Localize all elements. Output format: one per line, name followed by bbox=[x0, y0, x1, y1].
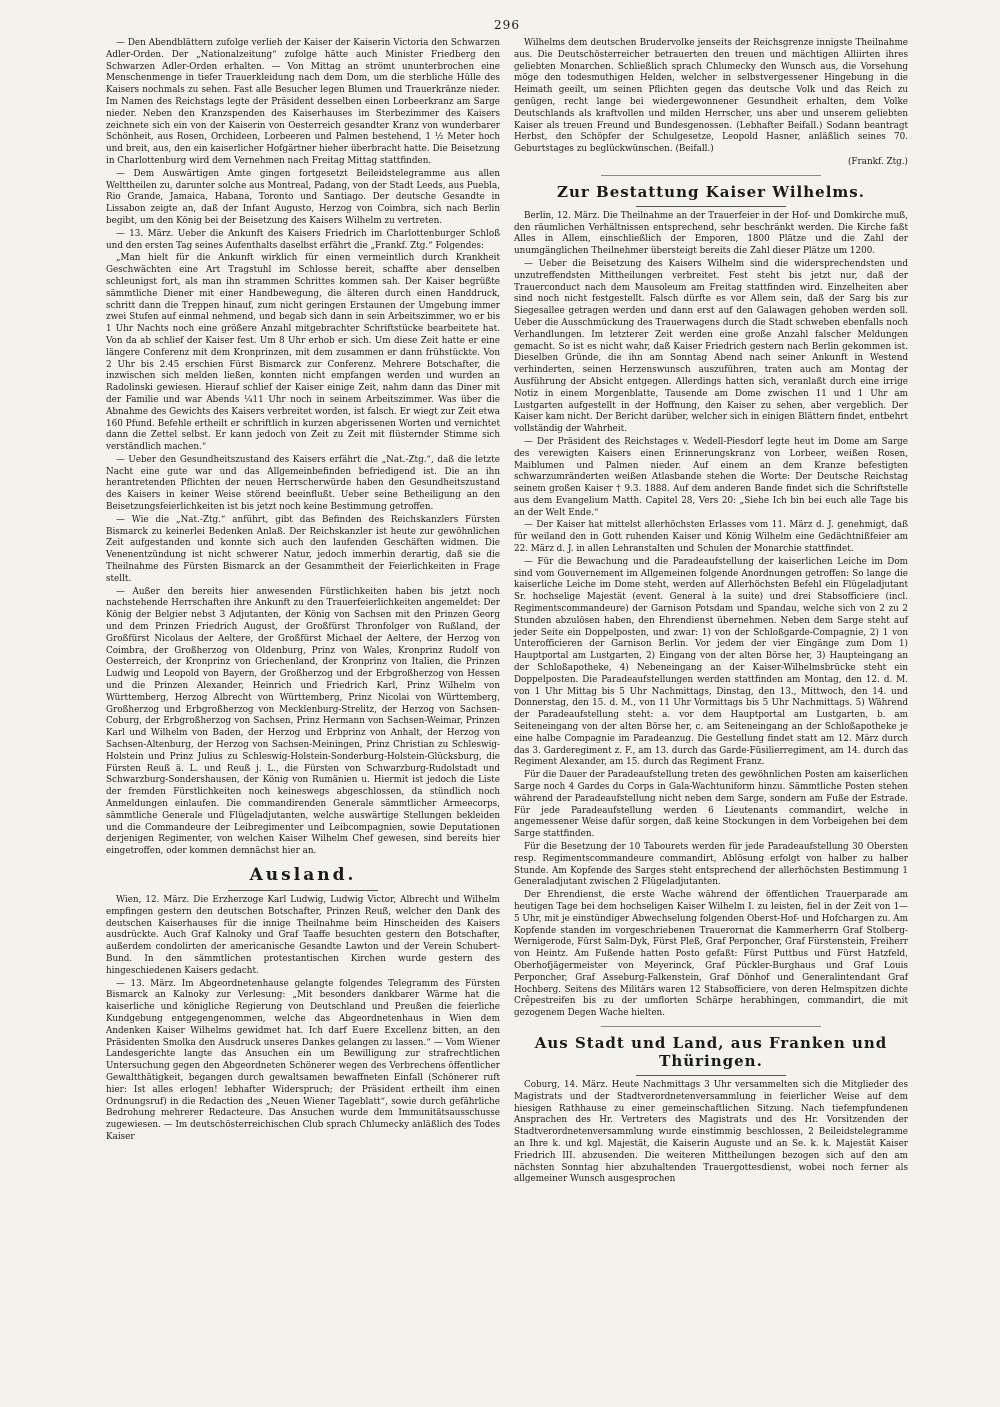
article-paragraph: — Der Kaiser hat mittelst allerhöchsten Erlasses vom 11. März d. J. genehmigt, daß für weiland den in Gott ruhenden Kaiser und König Wilhelm eine Gedächtnißfeier am 22. März d. J. in allen Lehranstalten und Schulen der Monarchie stattfindet. bbox=[514, 520, 908, 555]
source-attribution: (Frankf. Ztg.) bbox=[847, 156, 908, 167]
left-top-articles bbox=[106, 38, 500, 858]
article-paragraph: Coburg, 14. März. Heute Nachmittags 3 Uhr versammelten sich die Mitglieder des Magistrats und der Stadtverordnetenversammlung in feierlicher Weise auf dem hiesigen Rathhause zu einer gemeinschaftlichen Sitzung. Nach tiefempfundenen Ansprachen des Hr. Vertreters des Magistrats und des Hr. Vorsitzenden der Stadtverordnetenversammlung wurde einstimmig beschlossen, 2 Beileidstelegramme an Ihre k. und kgl. Majestät, die Kaiserin Auguste und an Se. k. k. Majestät Kaiser Friedrich III. abzusenden. Die weiteren Mittheilungen bezogen sich auf den am nächsten Sonntag hier abzuhaltenden Trauergottesdienst, wobei noch ferner als allgemeiner Wunsch ausgesprochen bbox=[514, 1079, 908, 1185]
article-paragraph: — Ueber die Beisetzung des Kaisers Wilhelm sind die widersprechendsten und unzutreffendsten Mittheilungen verbreitet. Fest steht bis jetzt nur, daß der Trauerconduct nach dem Mausoleum am Freitag stattfinden wird. Einzelheiten aber sind noch nicht festgestellt. Falsch dürfte es vor Allem sein, daß der Sarg bis zur Siegesallee getragen werden und dann erst auf den Galawagen gehoben werden soll. Ueber die Ausschmückung des Trauerwagens durch die Stadt schweben ebenfalls noch Verhandlungen. Im letzterer Zeit werden eine große Anzahl falscher Meldungen gemacht. So ist es nicht wahr, daß Kaiser Friedrich gestern nach Berlin gekommen ist. Dieselben Gründe, die ihn am Sonntag Abend nach seiner Ankunft in Westend verhinderten, seinen Herzenswunsch auszuführen, traten auch am Montag der Ausführung der Absicht entgegen. Allerdings hatten sich, veranlaßt durch eine irrige Notiz in einem Morgenblatte, Tausende am Dome zwischen 11 und 1 Uhr am Lustgarten aufgestellt in der Hoffnung, den Kaiser zu sehen, aber vergeblich. Der Kaiser kam nicht. Der Bericht darüber, welcher sich in einigen Blättern findet, entbehrt vollständig der Wahrheit. bbox=[514, 258, 908, 435]
article-paragraph: Für die Besetzung der 10 Tabourets werden für jede Paradeaufstellung 30 Obersten resp. Regimentscommandeure commandirt, Ablösung erfolgt von halber zu halber Stunde. Am Kopfende des Sarges steht entsprechend der allerhöchsten Bestimmung 1 Generaladjutant zwischen 2 Flügeladjutanten. bbox=[514, 842, 908, 888]
section-heading-ausland: Ausland. bbox=[249, 864, 357, 885]
right-column bbox=[514, 38, 908, 1187]
heading-rule bbox=[636, 1075, 786, 1076]
section-heading-franken: Aus Stadt und Land, aus Franken und Thüringen. bbox=[534, 1033, 888, 1070]
section-divider bbox=[601, 1026, 822, 1027]
left-column bbox=[106, 38, 500, 1187]
heading-rule bbox=[228, 890, 378, 891]
article-paragraph: — Der Präsident des Reichstages v. Wedell-Piesdorf legte heut im Dome am Sarge des verewigten Kaisers einen Erinnerungskranz von Lorbeer, weißen Rosen, Maiblumen und Palmen nieder. Auf einem an dem Kranze befestigten schwarzumränderten weißen Atlasbande stehen die Worte: Der Deutsche Reichstag seinem großen Kaiser † 9.3. 1888. Auf dem anderen Bande findet sich die Schriftstelle aus dem Evangelium Matth. Capitel 28, Vers 20: „Siehe Ich bin bei euch alle Tage bis an der Welt Ende.“ bbox=[514, 436, 908, 518]
section-divider bbox=[601, 175, 822, 176]
article-paragraph: Berlin, 12. März. Die Theilnahme an der Trauerfeier in der Hof- und Domkirche muß, den räumlichen Verhältnissen entsprechend, sehr beschränkt werden. Die Kirche faßt Alles in Allem, einschließlich der Emporen, 1800 Plätze und die Zahl der unumgänglichen Theilnehmer übersteigt bereits die Zahl dieser Plätze um 1200. bbox=[514, 210, 908, 257]
article-paragraph: Für die Dauer der Paradeaufstellung treten des gewöhnlichen Posten am kaiserlichen Sarge noch 4 Gardes du Corps in Gala-Wachtuniform hinzu. Sämmtliche Posten stehen während der Paradeaufstellung nicht neben dem Sarge, sondern am Fuße der Estrade. Für jede Paradeaufstellung werden 6 Lieutenants commandirt, welche in angemessener Weise dafür sorgen, daß keine Stockungen in dem Vorbeigehen bei dem Sarge stattfinden. bbox=[514, 770, 908, 840]
article-paragraph: — Ueber den Gesundheitszustand des Kaisers erfährt die „Nat.-Ztg.“, daß die letzte Nacht eine gute war und das Allgemeinbefinden befriedigend ist. Die an ihn herantretenden Pflichten der neuen Herrscherwürde haben den Gesundheitszustand des Kaisers in keiner Weise störend beeinflußt. Ueber seine Betheiligung an den Beisetzungsfeierlichkeiten ist bis jetzt noch keine Bestimmung getroffen. bbox=[106, 454, 500, 513]
bestattung-articles bbox=[514, 211, 908, 1020]
right-top-articles bbox=[514, 38, 908, 169]
article-paragraph: — Dem Auswärtigen Amte gingen fortgesetzt Beileidstelegramme aus allen Welttheilen zu, darunter solche aus Montreal, Padang, von der Stadt Leeds, aus Puebla, Rio Grande, Jamaica, Habana, Toronto und Santiago. Der deutsche Gesandte in Lissabon zeigte an, daß der Infant Augusto, Herzog von Coimbra, sich nach Berlin begibt, um den König bei der Beisetzung des Kaisers Wilhelm zu vertreten. bbox=[106, 168, 500, 226]
article-paragraph: — Wie die „Nat.-Ztg.“ anführt, gibt das Befinden des Reichskanzlers Fürsten Bismarck zu keinerlei Bedenken Anlaß. Der Reichskanzler ist heute zur gewöhnlichen Zeit aufgestanden und konnte sich auch den laufenden Geschäften widmen. Die Venenentzündung ist nicht schwerer Natur, jedoch immerhin derartig, daß sie die Theilnahme des Fürsten Bismarck an der Gesammtheit der Feierlichkeiten in Frage stellt. bbox=[106, 514, 500, 584]
article-paragraph: Der Ehrendienst, die erste Wache während der öffentlichen Trauerparade am heutigen Tage bei dem hochseligen Kaiser Wilhelm I. zu leisten, fiel in der Zeit von 1—5 Uhr, mit je einstündiger Abwechselung folgenden Oberst-Hof- und Hofchargen zu. Am Kopfende standen im vorgeschriebenen Trauerornat die Kammerherrn Graf Stolberg-Wernigerode, Fürst Salm-Dyk, Fürst Pleß, Graf Perponcher, Graf Fürstenstein, Freiherr von Heintz. Am Fußende hatten Posto gefaßt: Fürst Puttbus und Fürst Hatzfeld, Oberhofjägermeister von Meyerinck, Graf Pückler-Burghaus und Graf Louis Perponcher, Graf Asseburg-Falkenstein, Graf Dönhof und Generalintendant Graf Hochberg. Seitens des Militärs waren 12 Stabsofficiere, von deren Helmspitzen dichte Crêpestreifen bis zu der umflorten Schärpe herabhingen, commandirt, die mit gezogenem Degen Wache hielten. bbox=[514, 890, 908, 1019]
article-paragraph: — Außer den bereits hier anwesenden Fürstlichkeiten haben bis jetzt noch nachstehende Herrschaften ihre Ankunft zu den Trauerfeierlichkeiten angemeldet: Der König der Belgier nebst 3 Adjutanten, der König von Sachsen mit den Prinzen Georg und dem Prinzen Friedrich August, der Großfürst Thronfolger von Rußland, der Großfürst Nicolaus der Aeltere, der Großfürst Michael der Aeltere, der Herzog von Coimbra, der Großherzog von Oldenburg, Prinz von Wales, Kronprinz Rudolf von Oesterreich, der Kronprinz von Griechenland, der Kronprinz von Italien, die Prinzen Ludwig und Leopold von Bayern, der Großherzog und der Erbgroßherzog von Hessen und die Prinzen Alexander, Heinrich und Friedrich Karl, Prinz Wilhelm von Württemberg, Herzog Albrecht von Württemberg, Prinz Nicolai von Württemberg, Großherzog und Erbgroßherzog von Mecklenburg-Strelitz, der Herzog von Sachsen-Coburg, der Erbgroßherzog von Sachsen, Prinz Hermann von Sachsen-Weimar, Prinzen Karl und Wilhelm von Baden, der Herzog und Erbprinz von Anhalt, der Herzog von Sachsen-Altenburg, der Herzog von Sachsen-Meiningen, Prinz Christian zu Schleswig-Holstein und Prinz Julius zu Schleswig-Holstein-Sonderburg-Holstein-Glücksburg, die Fürsten Reuß ä. L. und Reuß j. L., die Fürsten von Schwarzburg-Rudolstadt und Schwarzburg-Sondershausen, der König von Rumänien u. Hiermit ist jedoch die Liste der fremden Fürstlichkeiten noch keineswegs abgeschlossen, da stündlich noch Anmeldungen einlaufen. Die commandirenden Generale sämmtlicher Armeecorps, sämmtliche Generale und Flügeladjutanten, welche auswärtige Stellungen bekleiden und die Commandeure der Leibregimenter und Leibcompagnien, sowie Deputationen derjenigen Regimenter, von welchen Kaiser Wilhelm Chef gewesen, sind bereits hier eingetroffen, oder kommen demnächst hier an. bbox=[106, 586, 500, 857]
section-heading-bestattung: Zur Bestattung Kaiser Wilhelms. bbox=[557, 182, 865, 201]
franken-articles bbox=[514, 1080, 908, 1186]
article-paragraph: — 13. März. Ueber die Ankunft des Kaisers Friedrich im Charlottenburger Schloß und den ersten Tag seines Aufenthalts daselbst erfährt die „Frankf. Ztg.“ Folgendes: bbox=[106, 228, 500, 251]
article-paragraph: — Für die Bewachung und die Paradeaufstellung der kaiserlichen Leiche im Dom sind vom Gouvernement im Allgemeinen folgende Anordnungen getroffen: So lange die kaiserliche Leiche im Dome steht, werden auf Allerhöchsten Befehl ein Flügeladjutant Sr. hochselige Majestät (event. General à la suite) und drei Stabsofficiere (incl. Regimentscommandeure) der Garnison Potsdam und Spandau, welche sich von 2 zu 2 Stunden abzulösen haben, den Ehrendienst übernehmen. Neben dem Sarge steht auf jeder Seite ein Doppelposten, und zwar: 1) von der Schloßgarde-Compagnie, 2) 1 von Unterofficieren der Garnison Berlin. Vor jedem der vier Eingänge zum Dom 1) Hauptportal am Lustgarten, 2) Eingang von der alten Börse her, 3) Haupteingang an der Schloßapotheke, 4) Nebeneingang an der Kaiser-Wilhelmsbrücke steht ein Doppelposten. Die Paradeaufstellungen werden stattfinden am Montag, den 12. d. M. von 1 Uhr Mittag bis 5 Uhr Nachmittags, Dinstag, den 13., Mittwoch, den 14. und Donnerstag, den 15. d. M., von 11 Uhr Vormittags bis 5 Uhr Nachmittags. 5) Während der Paradeaufstellung steht: a. vor dem Hauptportal am Lustgarten, b. am Seiteneingang von der alten Börse her, c. am Seiteneingang an der Schloßapotheke je eine halbe Compagnie im Paradeanzug. Die Gestellung findet statt am 12. März durch das 3. Garderegiment z. F., am 13. durch das Garde-Füsilierregiment, am 14. durch das Regiment Alexander, am 15. durch das Regiment Franz. bbox=[514, 556, 908, 768]
columns bbox=[106, 38, 908, 1187]
article-paragraph: — 13. März. Im Abgeordnetenhause gelangte folgendes Telegramm des Fürsten Bismarck an Kalnoky zur Verlesung: „Mit besonders dankbarer Wärme hat die kaiserliche und königliche Regierung von Deutschland und Preußen die feierliche Kundgebung entgegengenommen, welche das Abgeordnetenhaus in Wien dem Andenken Kaiser Wilhelms gewidmet hat. Ich darf Euere Excellenz bitten, an den Präsidenten Smolka den Ausdruck unseres Dankes gelangen zu lassen.“ — Vom Wiener Landesgerichte langte das Ansuchen ein um Bewilligung zur strafrechtlichen Untersuchung gegen den Abgeordneten Schönerer wegen des Verbrechens öffentlicher Gewaltthätigkeit, begangen durch gewaltsamen bewaffneten Einfall (Schönerer ruft hier: Ist alles erlogen! lebhafter Widerspruch; der Präsident ertheilt ihm einen Ordnungsruf) in die Redaction des „Neuen Wiener Tageblatt“, sowie durch gefährliche Bedrohung mehrerer Redacteure. Das Ansuchen wurde dem Immunitätsausschusse zugewiesen. — Im deutschösterreichischen Club sprach Chlumecky anläßlich des Todes Kaiser bbox=[106, 978, 500, 1142]
page-number: 296 bbox=[494, 18, 520, 32]
article-paragraph: „Man hielt für die Ankunft wirklich für einen vermeintlich durch Krankheit Geschwächten eine Art Tragstuhl im Schlosse bereit, schaffte aber denselben schleunigst fort, als man ihn strammen Schrittes kommen sah. Der Kaiser begrüßte sämmtliche Diener mit einer Handbewegung, die älteren durch einen Handdruck, schritt dann die Treppen hinauf, zum nicht geringen Erstaunen der Umgebung immer zwei Stufen auf einmal nehmend, und begab sich dann in sein Arbeitszimmer, wo er bis 1 Uhr Nachts noch eine größere Anzahl mitgebrachter Schriftstücke bearbeitete hat. Von da ab schlief der Kaiser fest. Um 8 Uhr erhob er sich. Um diese Zeit hatte er eine längere Conferenz mit dem Kronprinzen, mit dem zusammen er dann frühstückte. Von 2 Uhr bis 2.45 erschien Fürst Bismarck zur Conferenz. Mehrere Botschafter, die inzwischen sich melden ließen, konnten nicht empfangen werden und wurden an Radolinski gewiesen. Hierauf schlief der Kaiser einige Zeit, nahm dann das Diner mit der Familie und war Abends ¼11 Uhr noch in seinem Arbeitszimmer. Was über die Abnahme des Gewichts des Kaisers verbreitet worden, ist falsch. Er wiegt zur Zeit etwa 160 Pfund. Befehle ertheilt er schriftlich in kurzen abgerissenen Worten und vernichtet dann die Zettel selbst. Er kann jedoch von Zeit zu Zeit mit flüsternder Stimme sich verständlich machen.“ bbox=[106, 253, 500, 453]
heading-rule bbox=[636, 206, 786, 207]
ausland-articles bbox=[106, 895, 500, 1144]
article-paragraph: Wilhelms dem deutschen Brudervolke jenseits der Reichsgrenze innigste Theilnahme aus. Die Deutschösterreicher betrauerten den treuen und mächtigen Alliirten ihres geliebten Monarchen. Schließlich sprach Chlumecky den Wunsch aus, die Vorsehung möge den todesmuthigen Helden, welcher in selbstvergessener Hingebung in die Heimath geeilt, um seinen Pflichten gegen das deutsche Volk und das Reich zu genügen, recht lange bei wiedergewonnener Gesundheit erhalten, dem Volke Deutschlands als kraftvollen und milden Herrscher, uns aber und unserem geliebten Kaiser als treuen Freund und Bundesgenossen. (Lebhafter Beifall.) Sodann beantragt Herbst, den Schöpfer der Schulgesetze, Leopold Hasner, anläßlich seines 70. Geburtstages zu beglückwünschen. (Beifall.) bbox=[514, 38, 908, 155]
article-paragraph: Wien, 12. März. Die Erzherzoge Karl Ludwig, Ludwig Victor, Albrecht und Wilhelm empfingen gestern den deutschen Botschafter, Prinzen Reuß, welcher den Dank des deutschen Kaiserhauses für die innige Theilnahme beim Hinscheiden des Kaisers ausdrückte. Auch Graf Kalnoky und Graf Taaffe besuchten gestern den Botschafter, außerdem condolirten der americanische Gesandte Lawton und der Verein Schubert-Bund. In den sämmtlichen protestantischen Kirchen wurde gestern des hingeschiedenen Kaisers gedacht. bbox=[106, 894, 500, 976]
article-paragraph: — Den Abendblättern zufolge verlieh der Kaiser der Kaiserin Victoria den Schwarzen Adler-Orden. Der „Nationalzeitung“ zufolge hätte auch Minister Friedberg den Schwarzen Adler-Orden erhalten. — Von Mittag an strömt ununterbrochen eine Menschenmenge in tiefer Trauerkleidung nach dem Dom, um die sterbliche Hülle des Kaisers nochmals zu sehen. Fast alle Besucher legen Blumen und Trauerkränze nieder. Im Namen des Reichstags legte der Präsident desselben einen Lorbeerkranz am Sarge nieder. Neben den Kranzspenden des Kaiserhauses im Sterbezimmer des Kaisers zeichnete sich ein von der Kaiserin von Oesterreich gesandter Kranz von wunderbarer Schönheit, aus Rosen, Orchideen, Lorbeeren und Palmen bestehend, 1 ½ Meter hoch und breit, aus, den ein kaiserlicher Hofgärtner hieher überbracht hatte. Die Beisetzung in Charlottenburg wird dem Vernehmen nach Freitag Mittag stattfinden. bbox=[106, 38, 500, 166]
